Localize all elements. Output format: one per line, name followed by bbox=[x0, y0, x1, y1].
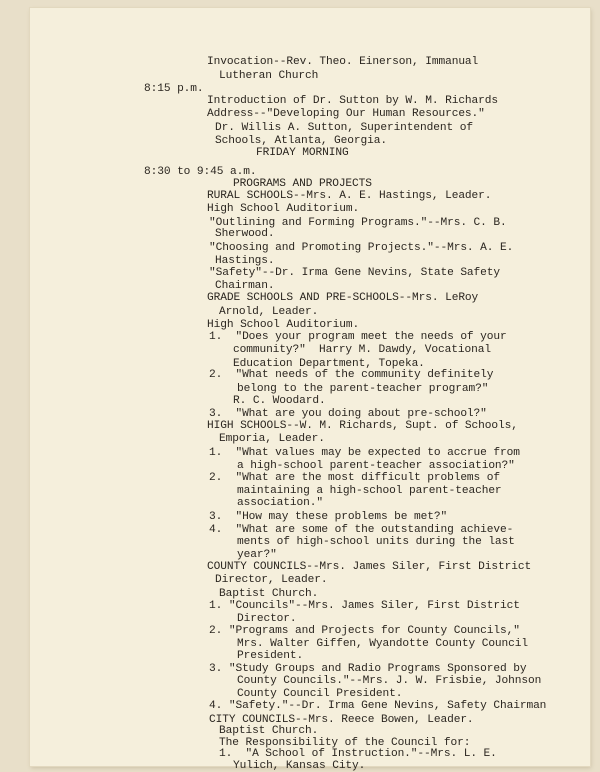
text-line: 4. "Safety."--Dr. Irma Gene Nevins, Safety Chairman bbox=[209, 700, 547, 712]
text-line: a high-school parent-teacher association?" bbox=[237, 460, 515, 473]
text-line: Arnold, Leader. bbox=[219, 305, 319, 318]
text-line: Schools, Atlanta, Georgia. bbox=[215, 135, 387, 148]
text-line: 2. "What needs of the community definitely bbox=[209, 369, 494, 382]
text-line: Invocation--Rev. Theo. Einerson, Immanual bbox=[207, 56, 479, 68]
text-line: Introduction of Dr. Sutton by W. M. Richards bbox=[207, 94, 498, 107]
text-line: maintaining a high-school parent-teacher bbox=[237, 485, 502, 498]
time-label: 8:30 to 9:45 a.m. bbox=[144, 166, 257, 179]
text-line: 1. "What values may be expected to accrue from bbox=[209, 446, 520, 459]
section-heading: FRIDAY MORNING bbox=[256, 146, 349, 159]
text-line: HIGH SCHOOLS--W. M. Richards, Supt. of Schools, bbox=[207, 419, 518, 432]
text-line: Director, Leader. bbox=[215, 574, 328, 587]
text-line: Emporia, Leader. bbox=[219, 433, 325, 446]
time-label: 8:15 p.m. bbox=[144, 83, 204, 96]
text-line: Lutheran Church bbox=[219, 69, 319, 82]
text-line: County Councils."--Mrs. J. W. Frisbie, Johnson bbox=[237, 674, 542, 687]
text-line: 1. "A School of Instruction."--Mrs. L. E. bbox=[219, 748, 497, 761]
text-line: GRADE SCHOOLS AND PRE-SCHOOLS--Mrs. LeRoy bbox=[207, 292, 479, 304]
text-line: The Responsibility of the Council for: bbox=[219, 736, 471, 749]
section-heading: PROGRAMS AND PROJECTS bbox=[233, 177, 372, 190]
text-line: 4. "What are some of the outstanding achieve- bbox=[209, 524, 514, 536]
text-line: Sherwood. bbox=[215, 228, 275, 241]
text-line: President. bbox=[237, 649, 304, 662]
text-line: CITY COUNCILS--Mrs. Reece Bowen, Leader. bbox=[209, 713, 474, 726]
text-line: Chairman. bbox=[215, 280, 275, 293]
text-line: High School Auditorium. bbox=[207, 203, 360, 215]
text-line: year?" bbox=[237, 549, 277, 562]
text-line: Hastings. bbox=[215, 255, 275, 268]
text-line: 3. "How may these problems be met?" bbox=[209, 510, 448, 523]
text-line: Baptist Church. bbox=[219, 587, 319, 600]
text-line: 2. "What are the most difficult problems of bbox=[209, 471, 500, 484]
text-line: Address--"Developing Our Human Resources." bbox=[207, 108, 485, 121]
text-line: High School Auditorium. bbox=[207, 319, 360, 331]
text-line: Director. bbox=[237, 613, 297, 625]
text-line: Education Department, Topeka. bbox=[233, 357, 425, 370]
text-line: "Outlining and Forming Programs."--Mrs. C. B. bbox=[209, 216, 507, 229]
text-line: COUNTY COUNCILS--Mrs. James Siler, First District bbox=[207, 560, 532, 573]
text-line: belong to the parent-teacher program?" bbox=[237, 382, 489, 395]
text-line: Yulich, Kansas City. bbox=[233, 760, 366, 772]
text-line: 1. "Councils"--Mrs. James Siler, First District bbox=[209, 599, 520, 612]
text-line: community?" Harry M. Dawdy, Vocational bbox=[233, 344, 491, 357]
text-line: 2. "Programs and Projects for County Councils," bbox=[209, 624, 520, 637]
text-line: County Council President. bbox=[237, 688, 403, 701]
text-line: R. C. Woodard. bbox=[233, 394, 326, 407]
text-line: Mrs. Walter Giffen, Wyandotte County Council bbox=[237, 638, 528, 651]
text-line: 1. "Does your program meet the needs of your bbox=[209, 330, 507, 343]
text-line: 3. "What are you doing about pre-school?" bbox=[209, 408, 487, 420]
text-line: "Safety"--Dr. Irma Gene Nevins, State Safety bbox=[209, 266, 500, 279]
text-line: RURAL SCHOOLS--Mrs. A. E. Hastings, Leader. bbox=[207, 189, 492, 202]
text-line: Baptist Church. bbox=[219, 725, 319, 738]
text-line: Dr. Willis A. Sutton, Superintendent of bbox=[215, 121, 473, 134]
text-line: association." bbox=[237, 497, 323, 509]
text-line: ments of high-school units during the last bbox=[237, 535, 515, 548]
text-line: 3. "Study Groups and Radio Programs Sponsored by bbox=[209, 663, 527, 676]
text-line: "Choosing and Promoting Projects."--Mrs. A. E. bbox=[209, 241, 514, 254]
